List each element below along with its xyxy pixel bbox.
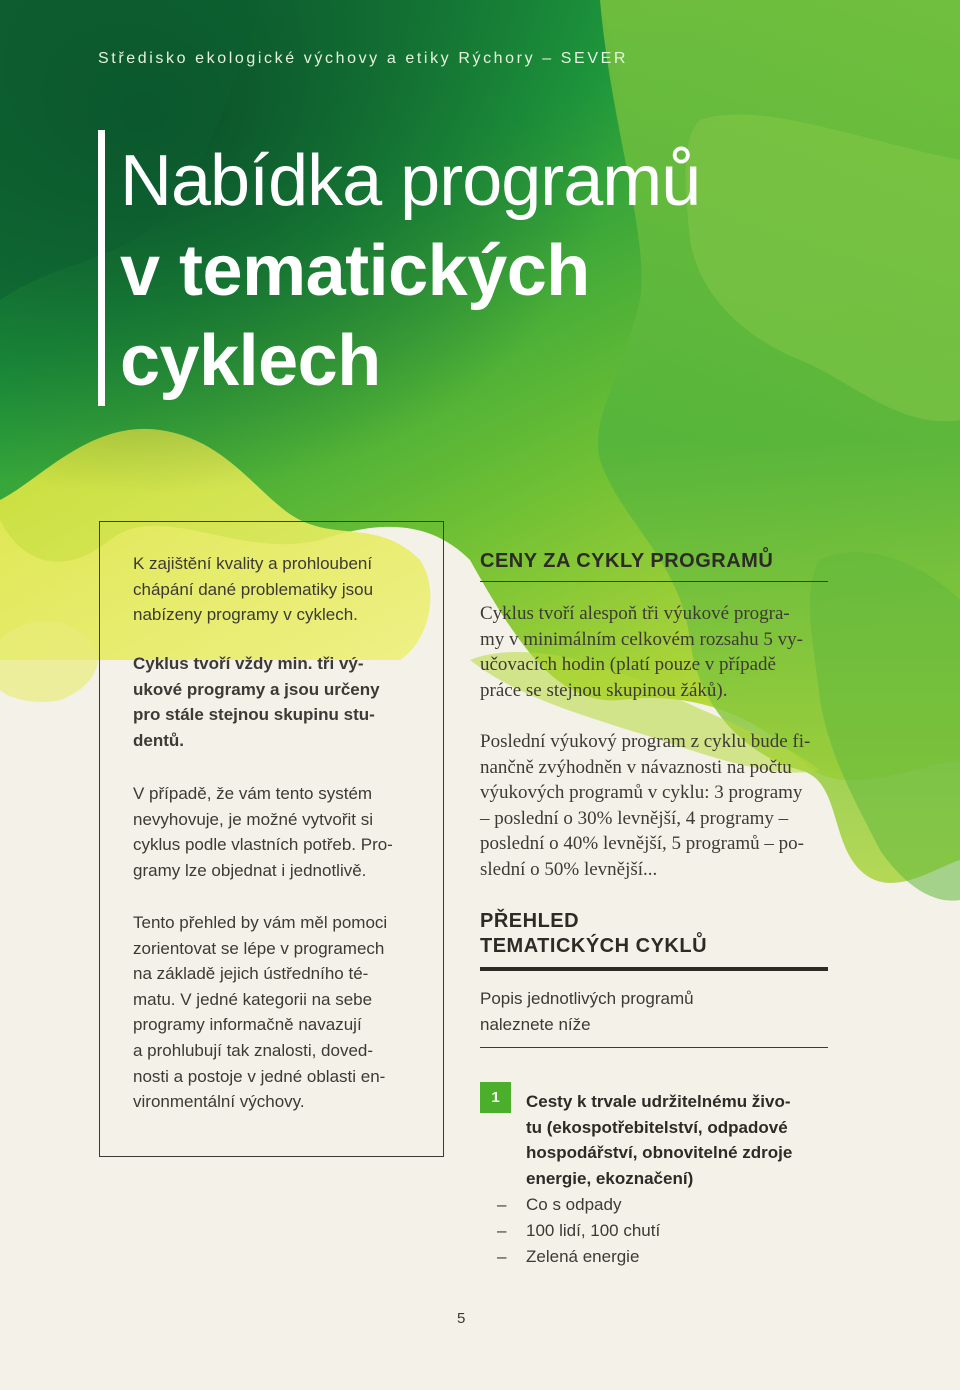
list-item: – 100 lidí, 100 chutí (497, 1220, 661, 1240)
organization-header: Středisko ekologické výchovy a etiky Rýchory – SEVER (98, 50, 629, 67)
prices-paragraph-1: Cyklus tvoří alespoň tři výukové progra- my v minimálním celkovém rozsahu 5 vy- učovacích hodin (platí pouze v případě práce se stejnou skupinou žáků). (480, 603, 803, 701)
list-item: – Zelená energie (497, 1246, 640, 1266)
intro-paragraph-2: Cyklus tvoří vždy min. tři vý- ukové programy a jsou určeny pro stále stejnou skupinu stu- dentů. (133, 654, 380, 750)
page-title (120, 136, 700, 406)
cycle-program-list (497, 1192, 660, 1269)
overview-divider (480, 1047, 828, 1048)
prices-paragraph-2: Poslední výukový program z cyklu bude fi- nančně zvýhodněn v návaznosti na počtu výukových programů v cyklu: 3 programy – poslední o 30% levnější, 4 programy – poslední o 40% levnější, 5 programů – po- slední o 50% levnější... (480, 731, 811, 880)
cycle-number-badge: 1 (480, 1082, 511, 1113)
page-number: 5 (457, 1310, 466, 1327)
intro-paragraph-3: V případě, že vám tento systém nevyhovuje, je možné vytvořit si cyklus podle vlastních potřeb. Pro- gramy lze objednat i jednotlivě. (133, 784, 393, 880)
overview-divider-thick (480, 967, 828, 971)
overview-subtitle: Popis jednotlivých programů naleznete níže (480, 989, 694, 1034)
prices-heading: CENY ZA CYKLY PROGRAMŮ (480, 550, 774, 572)
title-line-1: Nabídka programů (120, 141, 701, 221)
intro-paragraph-1: K zajištění kvality a prohloubení chápání dané problematiky jsou nabízeny programy v cyklech. (133, 554, 374, 625)
cycle-title: Cesty k trvale udržitelnému živo- tu (ekospotřebitelství, odpadové hospodářství, obnovitelné zdroje energie, ekoznačení) (526, 1092, 793, 1188)
title-line-2: v tematických (120, 231, 590, 311)
title-line-3: cyklech (120, 321, 381, 401)
title-accent-bar (98, 130, 105, 406)
overview-heading: PŘEHLED TEMATICKÝCH CYKLŮ (480, 910, 708, 957)
intro-paragraph-4: Tento přehled by vám měl pomoci zorientovat se lépe v programech na základě jejich ústředního té- matu. V jedné kategorii na sebe programy informačně navazují a prohlubují tak znalosti, doved- nosti a postoje v jedné oblasti en- vironmentální výchovy. (133, 913, 388, 1112)
prices-divider (480, 581, 828, 582)
list-item: – Co s odpady (497, 1195, 622, 1214)
